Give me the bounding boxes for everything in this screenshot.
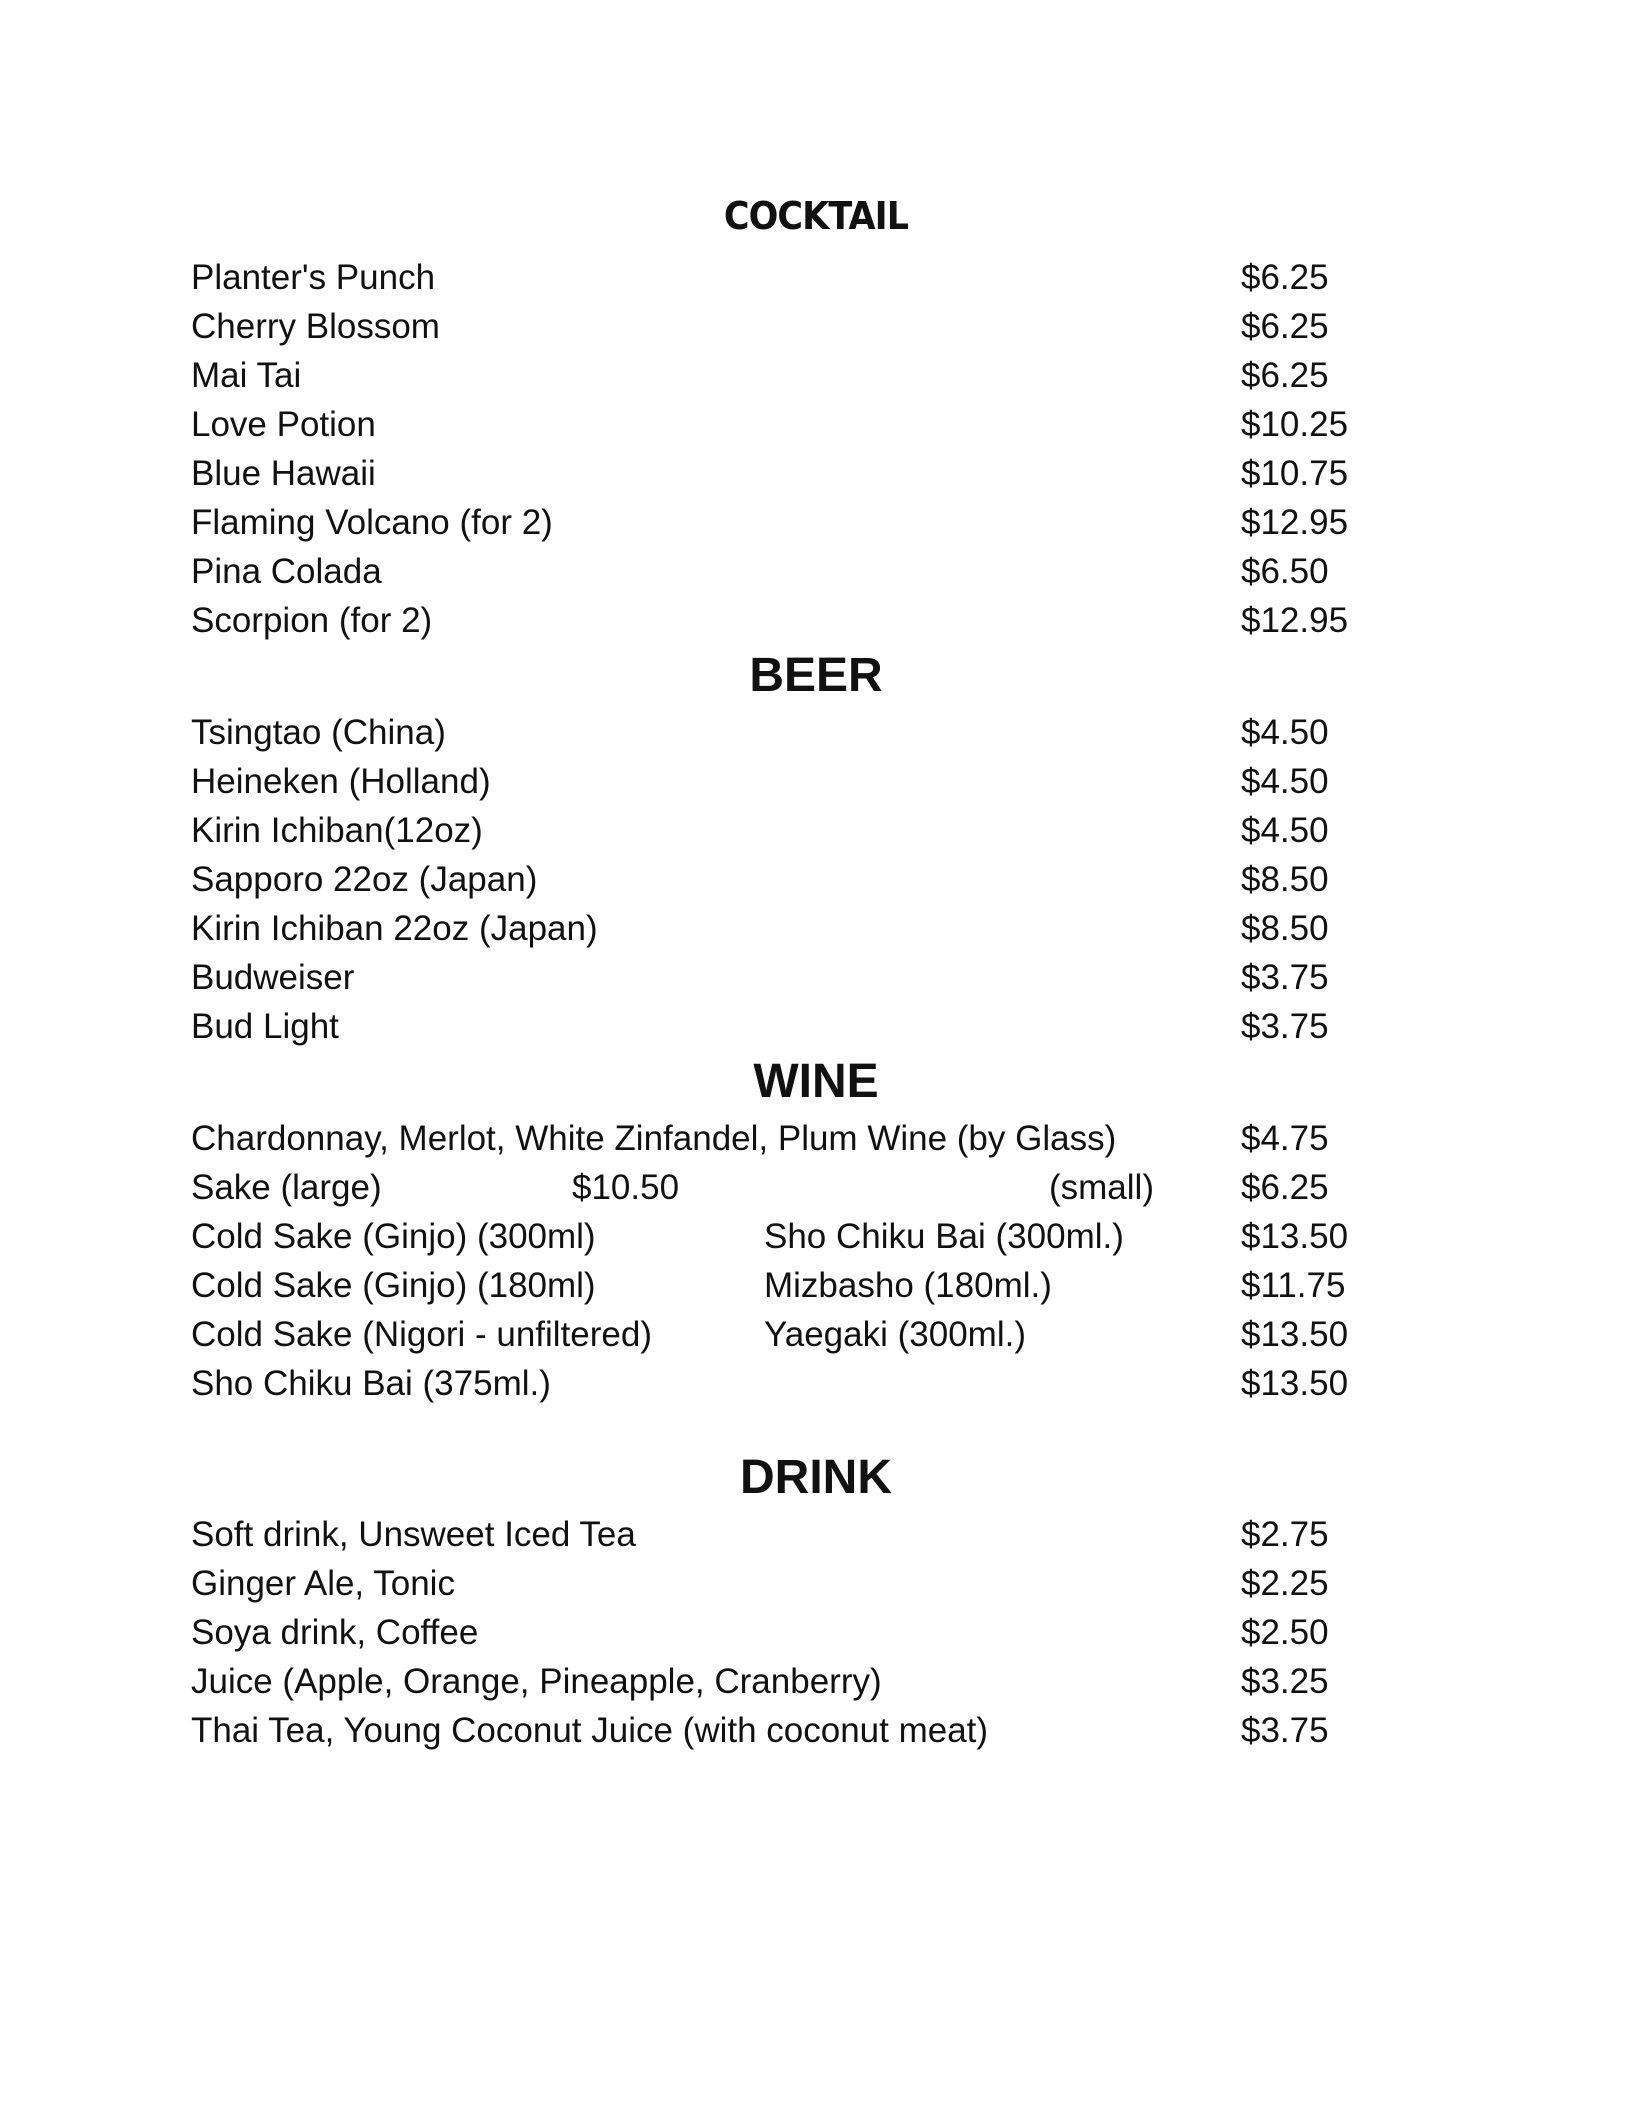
- menu-item: [0, 1608, 1632, 1657]
- menu-item: [0, 904, 1632, 953]
- item-name: Chardonnay, Merlot, White Zinfandel, Plum Wine (by Glass): [191, 1119, 1117, 1158]
- item-name: Cherry Blossom: [191, 307, 440, 346]
- menu-item: [0, 1261, 1632, 1310]
- item-name: Budweiser: [191, 958, 355, 997]
- menu-item: [0, 400, 1632, 449]
- menu-item: [0, 757, 1632, 806]
- menu-item: [0, 1163, 1632, 1212]
- item-name: Kirin Ichiban 22oz (Japan): [191, 909, 598, 948]
- item-name: Love Potion: [191, 405, 376, 444]
- item-price: $3.75: [1241, 1711, 1329, 1750]
- menu-item: [0, 1706, 1632, 1755]
- item-name: Scorpion (for 2): [191, 601, 433, 640]
- item-price: $12.95: [1241, 601, 1349, 640]
- item-price: $4.50: [1241, 811, 1329, 850]
- item-name: Cold Sake (Ginjo) (300ml): [191, 1217, 596, 1256]
- item-price: $2.25: [1241, 1564, 1329, 1603]
- menu-item: [0, 1510, 1632, 1559]
- menu-item: [0, 806, 1632, 855]
- item-name: Soya drink, Coffee: [191, 1613, 479, 1652]
- item-price: $4.75: [1241, 1119, 1329, 1158]
- item-name: Pina Colada: [191, 552, 382, 591]
- item-price: $6.25: [1241, 356, 1329, 395]
- item-price: $13.50: [1241, 1315, 1349, 1354]
- item-price: $3.75: [1241, 958, 1329, 997]
- menu-item: [0, 1559, 1632, 1608]
- item-price: $13.50: [1241, 1364, 1349, 1403]
- menu-item: [0, 1002, 1632, 1051]
- menu-item: [0, 953, 1632, 1002]
- small-label: (small): [1049, 1168, 1154, 1207]
- item-name: Juice (Apple, Orange, Pineapple, Cranberry): [191, 1662, 882, 1701]
- cocktail-heading: COCKTAIL: [723, 194, 909, 238]
- item-price: $2.75: [1241, 1515, 1329, 1554]
- item-name: Sapporo 22oz (Japan): [191, 860, 538, 899]
- item-price: $6.25: [1241, 307, 1329, 346]
- item-name: Mai Tai: [191, 356, 302, 395]
- item-name: Soft drink, Unsweet Iced Tea: [191, 1515, 636, 1554]
- item-price: $3.25: [1241, 1662, 1329, 1701]
- menu-item: [0, 1310, 1632, 1359]
- item-price: $8.50: [1241, 909, 1329, 948]
- menu-item: [0, 302, 1632, 351]
- menu-item: [0, 855, 1632, 904]
- item-name: Sho Chiku Bai (375ml.): [191, 1364, 551, 1403]
- menu-item: [0, 449, 1632, 498]
- item-price: $2.50: [1241, 1613, 1329, 1652]
- menu-item: [0, 1212, 1632, 1261]
- item-name: Heineken (Holland): [191, 762, 491, 801]
- item-price: $11.75: [1241, 1266, 1346, 1305]
- menu-item: [0, 253, 1632, 302]
- item-price: $6.50: [1241, 552, 1329, 591]
- item-price: $4.50: [1241, 762, 1329, 801]
- menu-item: [0, 1657, 1632, 1706]
- menu-item: [0, 547, 1632, 596]
- item-name: Sake (large): [191, 1168, 382, 1207]
- menu-item: [0, 708, 1632, 757]
- item-name-alt: Mizbasho (180ml.): [764, 1266, 1052, 1305]
- menu-item: [0, 1359, 1632, 1408]
- item-price: $13.50: [1241, 1217, 1349, 1256]
- item-price: $6.25: [1241, 1168, 1329, 1207]
- beer-heading: BEER: [749, 649, 883, 702]
- item-name: Flaming Volcano (for 2): [191, 503, 553, 542]
- item-name: Cold Sake (Nigori - unfiltered): [191, 1315, 653, 1354]
- item-name: Blue Hawaii: [191, 454, 376, 493]
- large-price: $10.50: [572, 1168, 680, 1207]
- item-price: $3.75: [1241, 1007, 1329, 1046]
- item-name: Thai Tea, Young Coconut Juice (with coconut meat): [191, 1711, 989, 1750]
- item-price: $4.50: [1241, 713, 1329, 752]
- item-price: $8.50: [1241, 860, 1329, 899]
- menu-item: [0, 596, 1632, 645]
- menu-item: [0, 498, 1632, 547]
- wine-heading: WINE: [753, 1055, 879, 1108]
- drink-heading: DRINK: [740, 1451, 892, 1504]
- item-name: Bud Light: [191, 1007, 339, 1046]
- item-price: $12.95: [1241, 503, 1349, 542]
- item-price: $6.25: [1241, 258, 1329, 297]
- menu-item: [0, 351, 1632, 400]
- item-name: Planter's Punch: [191, 258, 436, 297]
- item-name: Kirin Ichiban(12oz): [191, 811, 483, 850]
- item-name: Cold Sake (Ginjo) (180ml): [191, 1266, 596, 1305]
- item-name-alt: Sho Chiku Bai (300ml.): [764, 1217, 1124, 1256]
- item-name-alt: Yaegaki (300ml.): [764, 1315, 1026, 1354]
- menu-item: [0, 1114, 1632, 1163]
- item-name: Ginger Ale, Tonic: [191, 1564, 455, 1603]
- item-name: Tsingtao (China): [191, 713, 446, 752]
- item-price: $10.75: [1241, 454, 1349, 493]
- item-price: $10.25: [1241, 405, 1349, 444]
